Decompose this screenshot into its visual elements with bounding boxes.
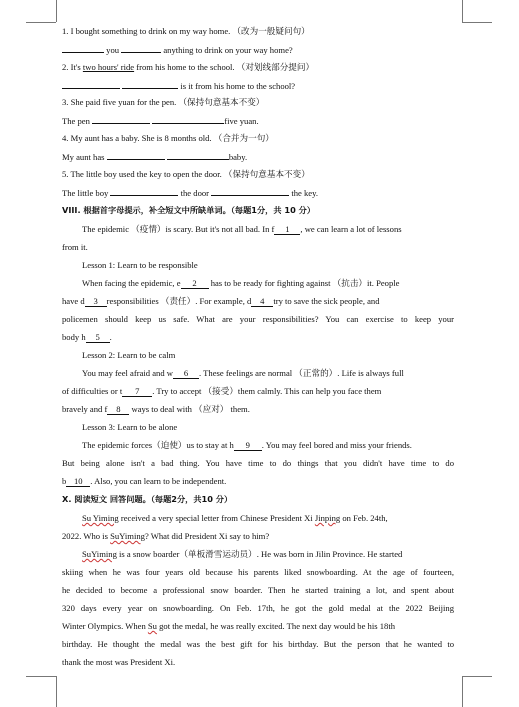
crop-mark-bottom-right <box>462 676 492 677</box>
paragraph-line: SuYiming is a snow boarder（单板滑雪运动员）. He was born in Jilin Province. He started <box>82 549 403 559</box>
answer-blank[interactable] <box>167 151 229 160</box>
answer-blank-5[interactable]: 5 <box>86 333 110 343</box>
name-su: Su <box>147 621 157 631</box>
answer-blank[interactable] <box>211 187 289 196</box>
crop-mark-bottom-left <box>26 676 56 677</box>
paragraph-line: The epidemic （疫情）is scary. But it's not all bad. In f 1 , we can learn a lot of lessons <box>82 224 402 234</box>
paragraph-line: But being alone isn't a bad thing. You have time to do things that you didn't have time to do <box>62 458 454 468</box>
crop-mark-top-right <box>462 22 492 23</box>
section-8-title: VIII. 根据首字母提示，补全短文中所缺单词。（每题1分，共 10 分） <box>62 205 316 215</box>
underlined-phrase: two hours' ride <box>82 62 135 72</box>
paragraph-line: body h 5 . <box>62 332 112 342</box>
answer-blank-3[interactable]: 3 <box>85 297 107 307</box>
question-4: 4. My aunt has a baby. She is 8 months old. （合并为一句） <box>62 133 274 143</box>
answer-blank[interactable] <box>110 187 178 196</box>
paragraph-line: 320 days every year on snowboarding. On Feb. 17th, he got the gold medal at the 2022 Beijing <box>62 603 454 613</box>
answer-blank-9[interactable]: 9 <box>234 441 262 451</box>
crop-mark-top-left <box>26 22 56 23</box>
paragraph-line: Su Yiming received a very special letter from Chinese President Xi Jinping on Feb. 24th, <box>82 513 388 523</box>
section-10-title: X. 阅读短文 回答问题。（每题2分，共10 分） <box>62 494 233 504</box>
answer-blank[interactable] <box>62 44 104 53</box>
question-3: 3. She paid five yuan for the pen. （保持句意基本不变） <box>62 97 265 107</box>
lesson-2-heading: Lesson 2: Learn to be calm <box>82 350 176 360</box>
paragraph-line: from it. <box>62 242 88 252</box>
question-5: 5. The little boy used the key to open the door. （保持句意基本不变） <box>62 169 310 179</box>
answer-blank-4[interactable]: 4 <box>251 297 273 307</box>
answer-blank-10[interactable]: 10 <box>66 477 90 487</box>
name-su-yiming: Su Yiming <box>82 513 119 523</box>
answer-blank[interactable] <box>121 44 161 53</box>
paragraph-line: The epidemic forces（迫使）us to stay at h 9 . You may feel bored and miss your friends. <box>82 440 412 450</box>
paragraph-line: he decided to become a professional snow boarder. Then he started training a lot, and spent about <box>62 585 454 595</box>
answer-blank[interactable] <box>122 80 178 89</box>
question-4-answer-line: My aunt has baby. <box>62 152 248 162</box>
paragraph-line: birthday. He thought the medal was the best gift for his birthday. But the person that he wanted to <box>62 639 454 649</box>
answer-blank-7[interactable]: 7 <box>122 387 152 397</box>
lesson-1-heading: Lesson 1: Learn to be responsible <box>82 260 198 270</box>
question-1: 1. I bought something to drink on my way home. （改为一般疑问句） <box>62 26 310 36</box>
answer-blank-1[interactable]: 1 <box>274 225 300 235</box>
answer-blank-6[interactable]: 6 <box>173 369 199 379</box>
paragraph-line: bravely and f 8 ways to deal with （应对） them. <box>62 404 250 414</box>
question-1-answer-line: you anything to drink on your way home? <box>62 44 293 56</box>
paragraph-line: have d 3 responsibilities （责任）. For example, d 4 try to save the sick people, and <box>62 296 380 306</box>
crop-mark-top-left-v <box>56 0 57 22</box>
crop-mark-bottom-right-v <box>462 676 463 707</box>
name-jinping: Jinping <box>314 513 341 523</box>
answer-blank[interactable] <box>152 115 224 124</box>
question-2: 2. It's two hours' ride from his home to the school. （对划线部分提问） <box>62 62 315 72</box>
answer-blank-2[interactable]: 2 <box>181 279 209 289</box>
answer-blank[interactable] <box>62 80 120 89</box>
lesson-3-heading: Lesson 3: Learn to be alone <box>82 422 178 432</box>
paragraph-line: of difficulties or t 7 . Try to accept （接受）them calmly. This can help you face them <box>62 386 382 396</box>
paragraph-line: Winter Olympics. When Su got the medal, he was really excited. The next day would be his 18th <box>62 621 395 631</box>
answer-blank[interactable] <box>107 151 165 160</box>
paragraph-line: When facing the epidemic, e 2 has to be ready for fighting against （抗击）it. People <box>82 278 400 288</box>
paragraph-line: skiing when he was four years old because his parents liked snowboarding. At the age of fourteen, <box>62 567 454 577</box>
name-su-yiming: SuYiming <box>110 531 145 541</box>
answer-blank-8[interactable]: 8 <box>107 405 129 415</box>
crop-mark-top-right-v <box>462 0 463 22</box>
name-su-yiming: SuYiming <box>82 549 117 559</box>
paragraph-line: You may feel afraid and w 6 . These feelings are normal （正常的）. Life is always full <box>82 368 404 378</box>
answer-blank[interactable] <box>92 115 150 124</box>
paragraph-line: b 10 . Also, you can learn to be independent. <box>62 476 227 486</box>
paragraph-line: thank the most was President Xi. <box>62 657 176 667</box>
crop-mark-bottom-left-v <box>56 676 57 707</box>
paragraph-line: policemen should keep us safe. What are your responsibilities? You can exercise to keep your <box>62 314 454 324</box>
question-2-answer-line: is it from his home to the school? <box>62 80 295 92</box>
question-3-answer-line: The pen five yuan. <box>62 116 259 126</box>
paragraph-line: 2022. Who is SuYiming? What did President Xi say to him? <box>62 531 270 541</box>
question-5-answer-line: The little boy the door the key. <box>62 188 318 198</box>
